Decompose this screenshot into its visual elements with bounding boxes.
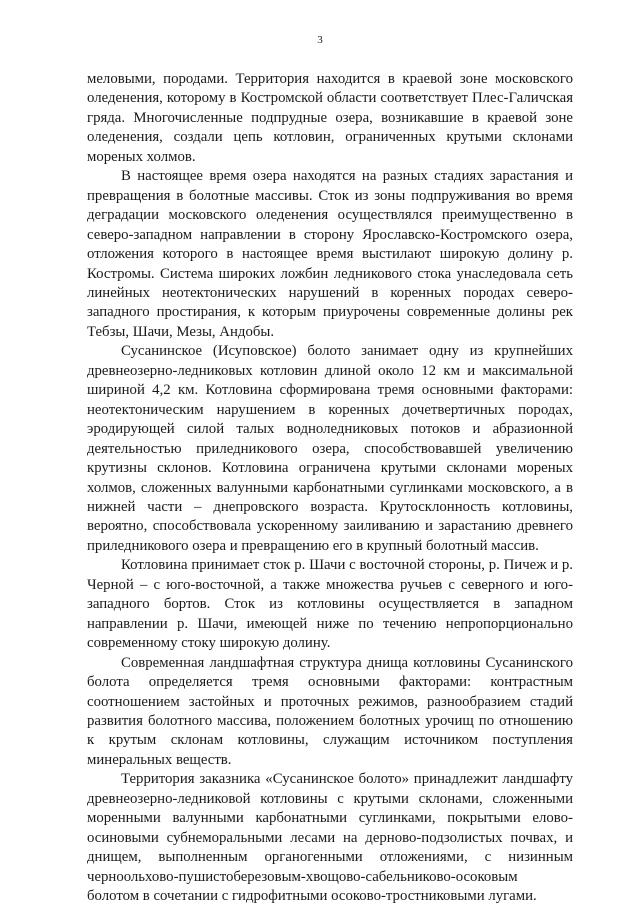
paragraph-susanin-bog: Сусанинское (Исуповское) болото занимает одну из крупнейших древнеозерно-ледниковых котловин длиной около 12 км и максимальной шириной 4,2 км. Котловина сформирована тремя основными факторами: неотектоническим нарушением в коренных дочетвертичных породах, эродирующей силой талых водноледниковых потоков и абразионной деятельностью приледникового озера, способствовавшей увеличению крутизны склонов. Котловина ограничена крутыми склонами мореных холмов, сложенных валунными карбонатными суглинками московского, а в нижней части – днепровского возраста. Крутосклонность котловины, вероятно, способствовала ускоренному заиливанию и зарастанию древнего приледникового озера и превращению его в крупный болотный массив.	[87, 343, 573, 554]
paragraph-continuation: меловыми, породами. Территория находится в краевой зоне московского оледенения, которому в Костромской области соответствует Плес-Галичская гряда. Многочисленные подпрудные озера, возникавшие в краевой зоне оледенения, создали цепь котловин, ограниченных крутыми склонами мореных холмов.	[87, 71, 573, 165]
paragraph-reserve-territory: Территория заказника «Сусанинское болото» принадлежит ландшафту древнеозерно-ледниковой котловины с крутыми склонами, сложенными моренными валунными карбонатными суглинками, покрытыми елово-осиновыми субнеморальными лесами на дерново-подзолистых почвах, и днищем, выполненным органогенными отложениями, с низинным черноольхово-пушистоберезовым-хвощово-сабельниково-осоковым болотом в сочетании с гидрофитными осоково-тростниковыми лугами.	[87, 771, 573, 905]
body-text	[87, 70, 573, 906]
page-number: 3	[317, 34, 323, 46]
paragraph-runoff: Котловина принимает сток р. Шачи с восточной стороны, р. Пичеж и р. Черной – с юго-восточной, а также множества ручьев с северного и юго-западного бортов. Сток из котловины осуществляется в западном направлении р. Шачи, имеющей ниже по течению непропорционально современному стоку широкую долину.	[87, 557, 573, 652]
paragraph-lakes-stage: В настоящее время озера находятся на разных стадиях зарастания и превращения в болотные массивы. Сток из зоны подпруживания во время деградации московского оледенения осуществлялся преимущественно в северо-западном направлении в сторону Ярославско-Костромского озера, отложения которого в настоящее время выстилают широкую долину р. Костромы. Система широких ложбин ледникового стока унаследовала сеть линейных неотектонических нарушений в коренных породах северо-западного простирания, к которым приурочены современные долины рек Тебзы, Шачи, Мезы, Андобы.	[87, 168, 573, 340]
paragraph-landscape-structure: Современная ландшафтная структура днища котловины Сусанинского болота определяется тремя основными факторами: контрастным соотношением застойных и проточных режимов, разнообразием стадий развития болотного массива, положением болотных урочищ по отношению к крутым склонам котловины, служащим источником поступления минеральных веществ.	[87, 654, 573, 768]
